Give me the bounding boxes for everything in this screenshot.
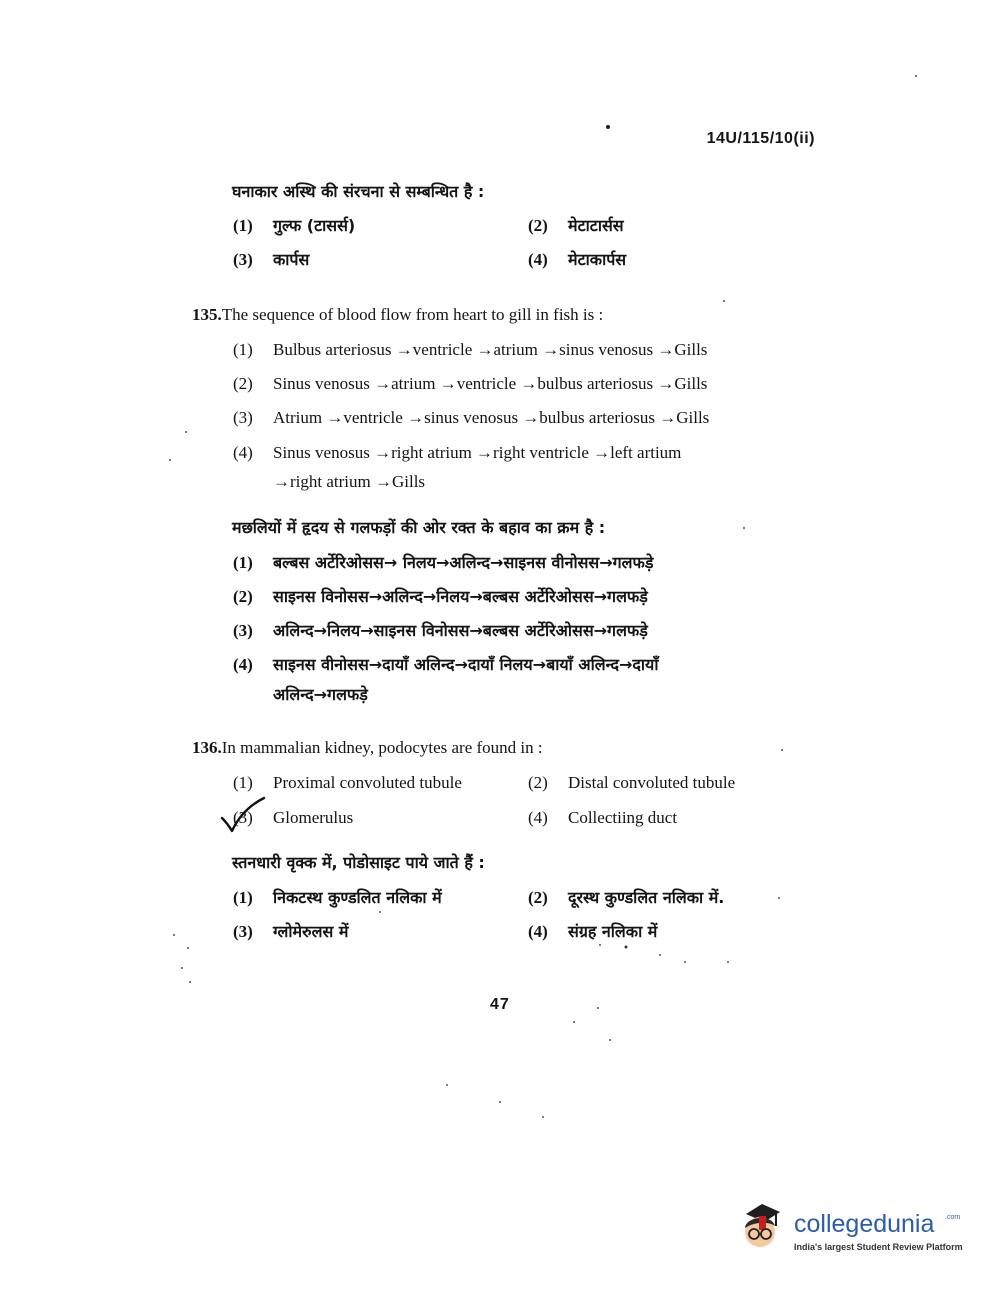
q135-option-4-continued: →right atrium →Gills bbox=[273, 472, 426, 491]
q136-hindi-stem: स्तनधारी वृक्क में, पोडोसाइट पाये जाते हैं : bbox=[232, 853, 485, 872]
q136-stem: 136.In mammalian kidney, podocytes are found in : bbox=[192, 738, 543, 757]
q135-hindi-option-4: (4) साइनस वीनोसस→दायाँ अलिन्द→दायाँ निलय→बायाँ अलिन्द→दायाँ bbox=[233, 655, 659, 674]
q134-hindi-option-1: (1) गुल्फ (टासर्स) bbox=[233, 216, 356, 235]
q135-hindi-option-4-continued: अलिन्द→गलफड़े bbox=[273, 685, 368, 704]
q136-hindi-option-4: (4) संग्रह नलिका में bbox=[528, 922, 658, 941]
q135-option-4: (4) Sinus venosus →right atrium →right ventricle →left artium bbox=[233, 443, 682, 462]
q135-option-1: (1) Bulbus arteriosus →ventricle →atrium →sinus venosus →Gills bbox=[233, 340, 708, 359]
q134-hindi-stem: घनाकार अस्थि की संरचना से सम्बन्धित है : bbox=[232, 182, 485, 201]
q135-option-3: (3) Atrium →ventricle →sinus venosus →bulbus arteriosus →Gills bbox=[233, 408, 710, 427]
q136-option-3: (3) Glomerulus bbox=[233, 808, 354, 827]
q135-option-2: (2) Sinus venosus →atrium →ventricle →bulbus arteriosus →Gills bbox=[233, 374, 708, 393]
paper-code: 14U/115/10(ii) bbox=[706, 130, 815, 147]
q135-stem: 135.The sequence of blood flow from heart to gill in fish is : bbox=[192, 305, 604, 324]
q134-hindi-option-2: (2) मेटाटार्सस bbox=[528, 216, 624, 235]
q136-option-2: (2) Distal convoluted tubule bbox=[528, 773, 736, 792]
collegedunia-watermark bbox=[732, 1196, 962, 1260]
q135-hindi-stem: मछलियों में हृदय से गलफड़ों की ओर रक्त के बहाव का क्रम है : bbox=[232, 518, 606, 537]
brand-name: collegedunia bbox=[794, 1210, 935, 1238]
q135-hindi-option-2: (2) साइनस विनोसस→अलिन्द→निलय→बल्बस अर्टेरिओसस→गलफड़े bbox=[233, 587, 648, 606]
q134-hindi-option-4: (4) मेटाकार्पस bbox=[528, 250, 627, 269]
q136-option-1: (1) Proximal convoluted tubule bbox=[233, 773, 462, 792]
brand-tagline: India's largest Student Review Platform bbox=[794, 1242, 963, 1252]
q135-hindi-option-3: (3) अलिन्द→निलय→साइनस विनोसस→बल्बस अर्टेरिओसस→गलफड़े bbox=[233, 621, 648, 640]
q135-hindi-option-1: (1) बल्बस अर्टेरिओसस→ निलय→अलिन्द→साइनस वीनोसस→गलफड़े bbox=[233, 553, 654, 572]
collegedunia-logo-icon bbox=[732, 1196, 792, 1256]
q136-hindi-option-2: (2) दूरस्थ कुण्डलित नलिका में. bbox=[528, 888, 725, 907]
brand-suffix: .com bbox=[945, 1214, 961, 1221]
page-number: 47 bbox=[490, 996, 510, 1013]
q134-hindi-option-3: (3) कार्पस bbox=[233, 250, 310, 269]
q136-hindi-option-1: (1) निकटस्थ कुण्डलित नलिका में bbox=[233, 888, 442, 907]
q136-option-4: (4) Collectiing duct bbox=[528, 808, 678, 827]
q136-hindi-option-3: (3) ग्लोमेरुलस में bbox=[233, 922, 349, 941]
